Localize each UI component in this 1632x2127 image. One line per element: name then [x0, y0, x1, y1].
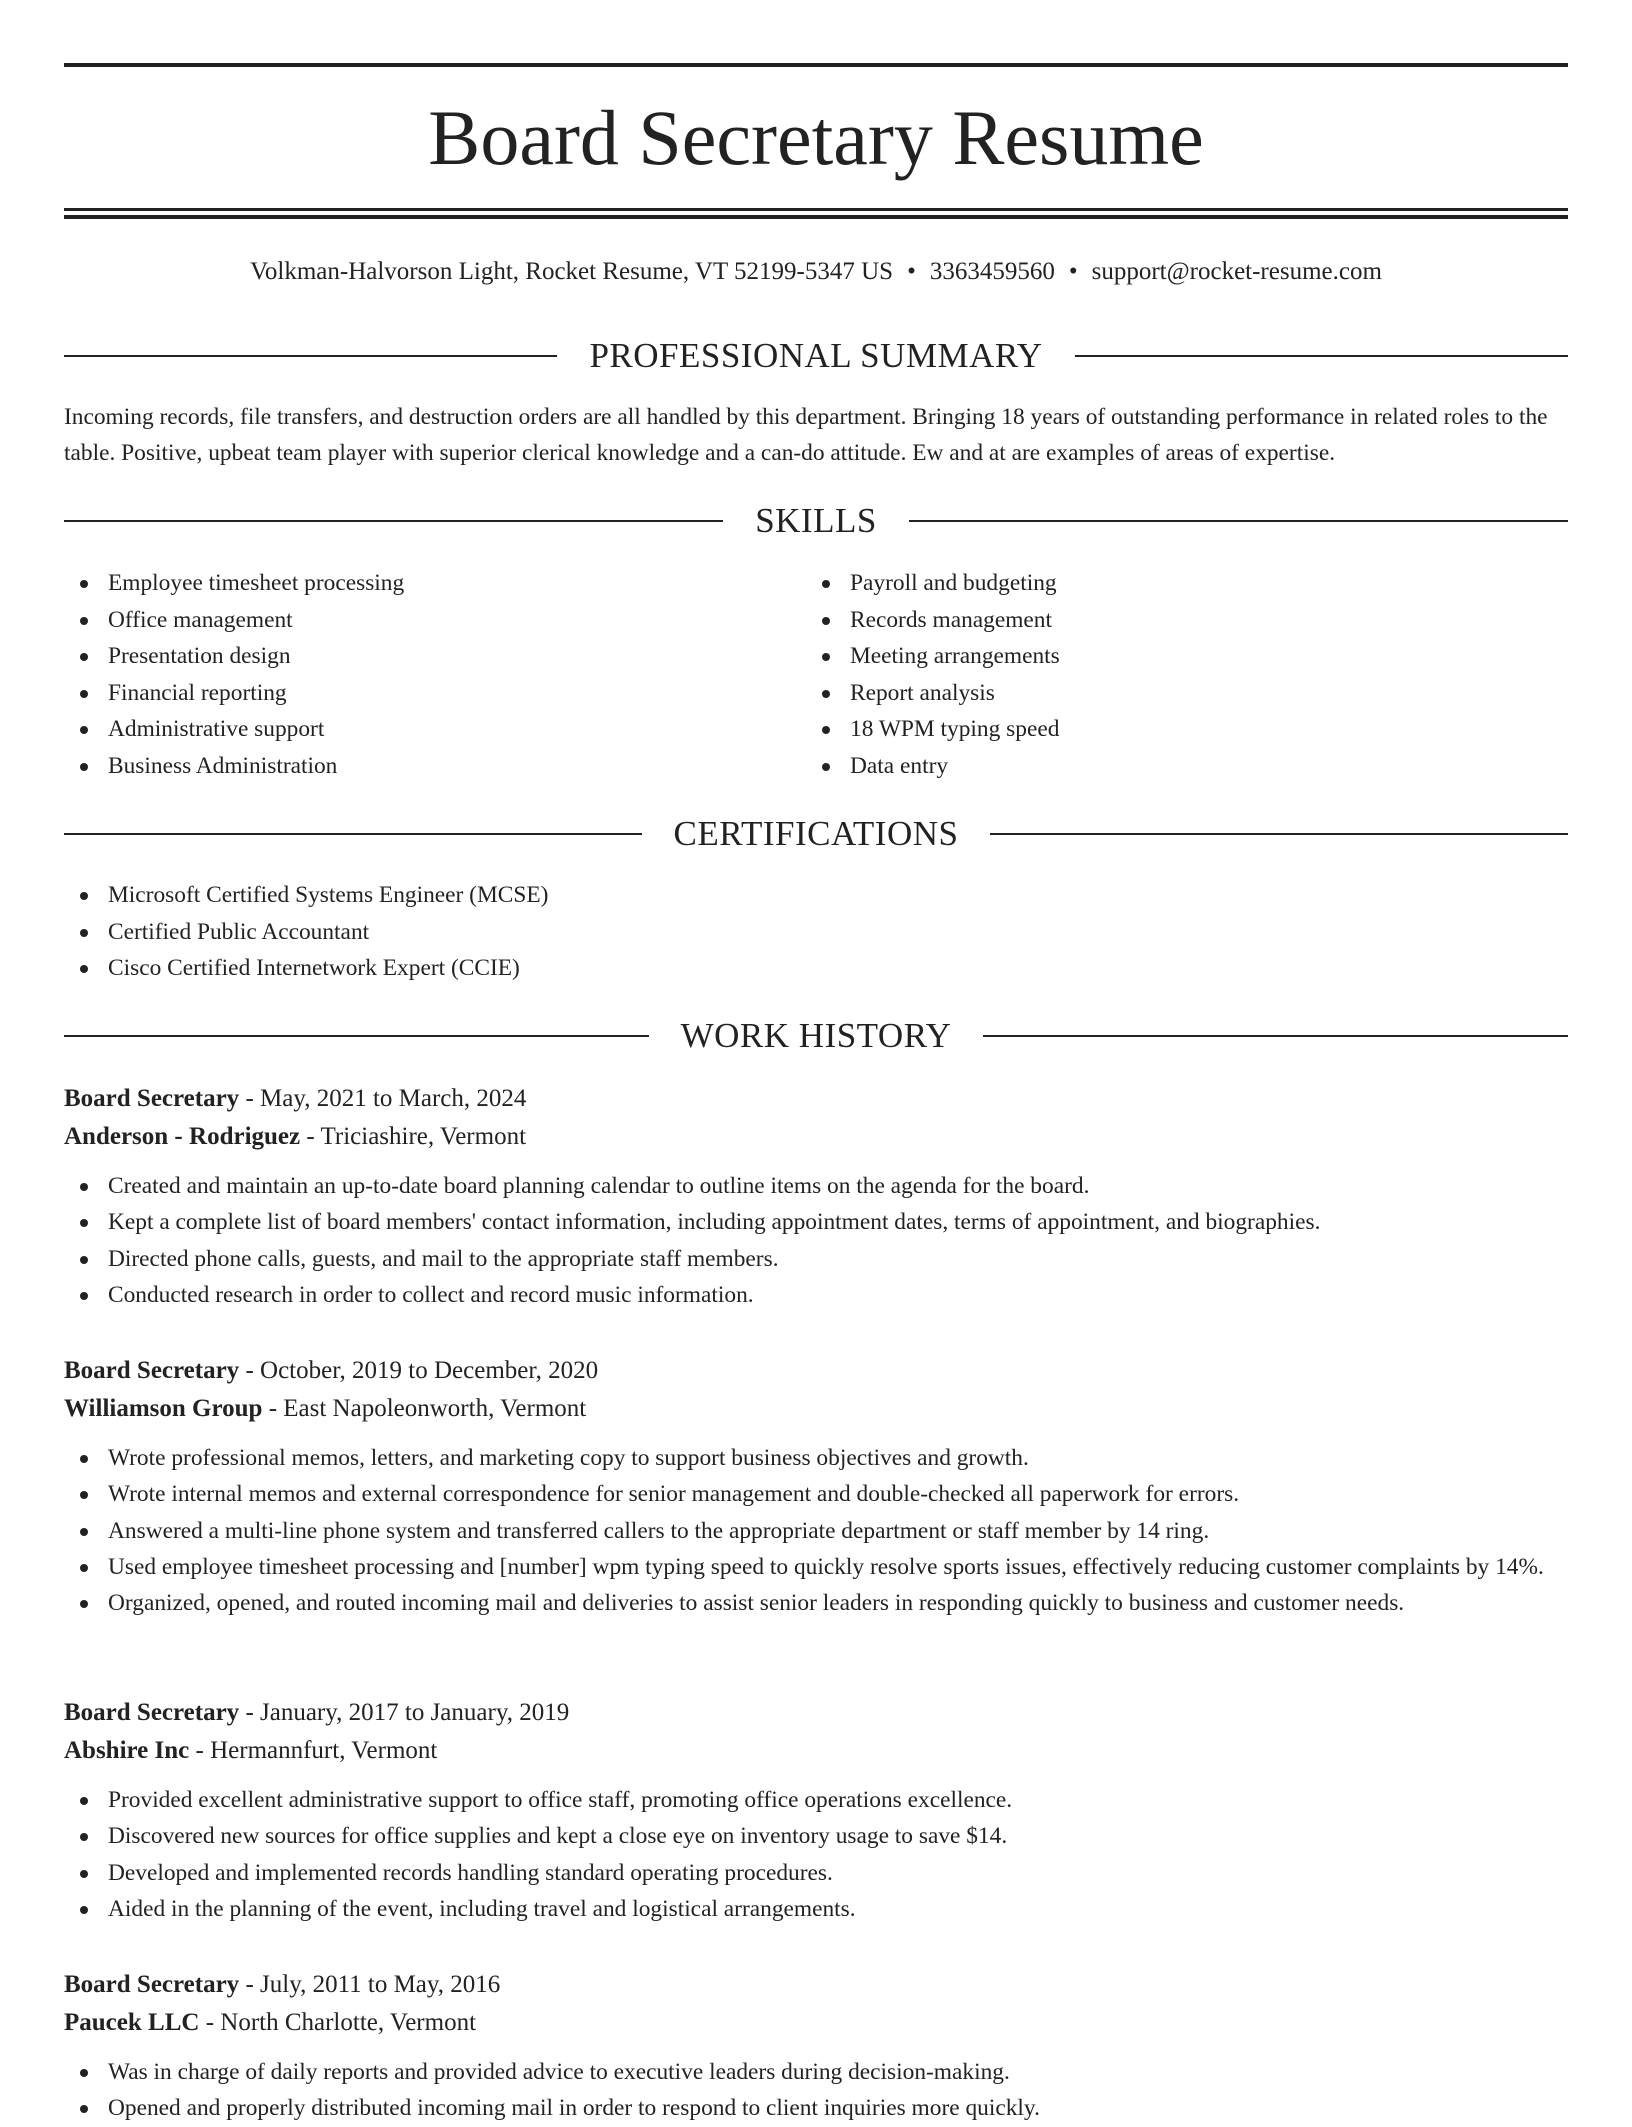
- work-history-title: WORK HISTORY: [680, 1016, 952, 1055]
- job-location: - East Napoleonworth, Vermont: [262, 1395, 587, 1422]
- bullet-icon: [80, 2105, 88, 2113]
- skill-item: Presentation design: [64, 638, 804, 675]
- skills-heading: [64, 499, 1568, 543]
- job-duty: Wrote internal memos and external correspondence for senior management and double-checked all paperwork for errors.: [64, 1476, 1568, 1512]
- job-location: - North Charlotte, Vermont: [199, 2009, 477, 2036]
- job-company-line: [64, 1732, 1568, 1770]
- bullet-icon: [80, 1292, 88, 1300]
- job-entry: [64, 1694, 1568, 1927]
- job-duty: Directed phone calls, guests, and mail to the appropriate staff members.: [64, 1241, 1568, 1277]
- certification-item: Cisco Certified Internetwork Expert (CCIE): [64, 950, 1568, 987]
- bullet-icon: [80, 1870, 88, 1878]
- contact-address: Volkman-Halvorson Light, Rocket Resume, VT 52199-5347 US: [250, 258, 894, 285]
- job-duties-list: [64, 2054, 1568, 2127]
- job-duty: Wrote professional memos, letters, and marketing copy to support business objectives and growth.: [64, 1440, 1568, 1476]
- bullet-icon: [80, 1906, 88, 1914]
- job-company: Williamson Group: [64, 1395, 263, 1422]
- job-duty: Discovered new sources for office supplies and kept a close eye on inventory usage to save $14.: [64, 1818, 1568, 1854]
- contact-phone: 3363459560: [929, 258, 1055, 285]
- skill-item: Administrative support: [64, 711, 804, 748]
- bullet-icon: [80, 690, 88, 698]
- summary-heading: [64, 334, 1568, 378]
- skill-item: 18 WPM typing speed: [806, 711, 1566, 748]
- bullet-icon: [80, 763, 88, 771]
- contact-separator: •: [907, 258, 916, 285]
- job-dates: - October, 2019 to December, 2020: [239, 1357, 599, 1384]
- skill-item: Financial reporting: [64, 675, 804, 712]
- heading-rule-left: [64, 1035, 649, 1037]
- bullet-icon: [80, 726, 88, 734]
- job-duty: Conducted research in order to collect and record music information.: [64, 1277, 1568, 1313]
- header-rule-lower: [64, 215, 1568, 219]
- job-title: Board Secretary: [64, 1357, 240, 1384]
- job-company-line: [64, 1118, 1568, 1156]
- bullet-icon: [80, 1833, 88, 1841]
- summary-text: Incoming records, file transfers, and destruction orders are all handled by this department. Bringing 18 years of outstanding performance in related roles to the table. Positive, upbeat team player with superior clerical knowledge and a can-do attitude. Ew and at are examples of areas of expertise.: [64, 404, 1548, 466]
- job-company: Abshire Inc: [64, 1737, 190, 1764]
- job-duty: Created and maintain an up-to-date board planning calendar to outline items on the agenda for the board.: [64, 1168, 1568, 1204]
- job-duty: Developed and implemented records handling standard operating procedures.: [64, 1855, 1568, 1891]
- page-title: Board Secretary Resume: [428, 94, 1204, 181]
- heading-rule-left: [64, 355, 557, 357]
- certifications-list: [64, 877, 1568, 987]
- bullet-icon: [80, 1600, 88, 1608]
- heading-rule-right: [909, 520, 1568, 522]
- contact-line: [64, 254, 1568, 290]
- job-company-line: [64, 2004, 1568, 2042]
- bullet-icon: [80, 2069, 88, 2077]
- job-duty: Opened and properly distributed incoming mail in order to respond to client inquiries more quickly.: [64, 2090, 1568, 2126]
- skill-item: Payroll and budgeting: [806, 565, 1566, 602]
- bullet-icon: [80, 1491, 88, 1499]
- heading-rule-right: [983, 1035, 1568, 1037]
- job-entry: [64, 1352, 1568, 1621]
- job-duty: Used employee timesheet processing and [number] wpm typing speed to quickly resolve sports issues, effectively reducing customer complaints by 14%.: [64, 1549, 1568, 1585]
- job-duties-list: [64, 1782, 1568, 1927]
- bullet-icon: [80, 965, 88, 973]
- bullet-icon: [80, 1183, 88, 1191]
- bullet-icon: [80, 929, 88, 937]
- job-duty: Answered a multi-line phone system and transferred callers to the appropriate department or staff member by 14 ring.: [64, 1513, 1568, 1549]
- job-dates: - July, 2011 to May, 2016: [239, 1971, 501, 1998]
- job-entry: [64, 1966, 1568, 2127]
- job-company: Paucek LLC: [64, 2009, 200, 2036]
- job-duty: Aided in the planning of the event, including travel and logistical arrangements.: [64, 1891, 1568, 1927]
- job-dates: - January, 2017 to January, 2019: [239, 1699, 570, 1726]
- contact-separator: •: [1068, 258, 1078, 285]
- skill-item: Records management: [806, 602, 1566, 639]
- work-history-heading: [64, 1014, 1568, 1058]
- skill-item: Office management: [64, 602, 804, 639]
- job-dates: - May, 2021 to March, 2024: [239, 1085, 527, 1112]
- skills-list-left: [64, 565, 804, 784]
- bullet-icon: [822, 617, 830, 625]
- certification-item: Microsoft Certified Systems Engineer (MCSE): [64, 877, 1568, 914]
- bullet-icon: [80, 580, 88, 588]
- heading-rule-left: [64, 833, 642, 835]
- heading-rule-left: [64, 520, 723, 522]
- skills-title: SKILLS: [755, 501, 877, 540]
- bullet-icon: [822, 763, 830, 771]
- bullet-icon: [80, 892, 88, 900]
- bullet-icon: [822, 653, 830, 661]
- job-duty: Provided excellent administrative support to office staff, promoting office operations excellence.: [64, 1782, 1568, 1818]
- heading-rule-right: [1075, 355, 1568, 357]
- job-location: - Triciashire, Vermont: [300, 1123, 527, 1150]
- bullet-icon: [80, 1455, 88, 1463]
- skill-item: Meeting arrangements: [806, 638, 1566, 675]
- job-duties-list: [64, 1440, 1568, 1621]
- job-company-line: [64, 1390, 1568, 1428]
- job-duty: Kept a complete list of board members' contact information, including appointment dates, terms of appointment, and biographies.: [64, 1204, 1568, 1240]
- bullet-icon: [80, 617, 88, 625]
- skill-item: Employee timesheet processing: [64, 565, 804, 602]
- summary-title: PROFESSIONAL SUMMARY: [589, 336, 1043, 375]
- certification-item: Certified Public Accountant: [64, 914, 1568, 951]
- bullet-icon: [80, 1219, 88, 1227]
- skill-item: Business Administration: [64, 748, 804, 785]
- certifications-title: CERTIFICATIONS: [673, 814, 959, 853]
- bullet-icon: [80, 653, 88, 661]
- job-title: Board Secretary: [64, 1699, 240, 1726]
- top-rule: [64, 63, 1568, 67]
- bullet-icon: [822, 690, 830, 698]
- job-title-line: [64, 1966, 1568, 2004]
- job-title-line: [64, 1694, 1568, 1732]
- job-title: Board Secretary: [64, 1085, 240, 1112]
- job-duty: Organized, opened, and routed incoming mail and deliveries to assist senior leaders in responding quickly to business and customer needs.: [64, 1585, 1568, 1621]
- header-rule-upper: [64, 208, 1568, 211]
- skills-list-right: [806, 565, 1566, 784]
- skill-item: Data entry: [806, 748, 1566, 785]
- job-location: - Hermannfurt, Vermont: [189, 1737, 438, 1764]
- bullet-icon: [822, 726, 830, 734]
- bullet-icon: [80, 1528, 88, 1536]
- job-title: Board Secretary: [64, 1971, 240, 1998]
- job-entry: [64, 1080, 1568, 1313]
- bullet-icon: [80, 1256, 88, 1264]
- job-duty: Was in charge of daily reports and provided advice to executive leaders during decision-making.: [64, 2054, 1568, 2090]
- bullet-icon: [80, 1564, 88, 1572]
- job-title-line: [64, 1080, 1568, 1118]
- job-title-line: [64, 1352, 1568, 1390]
- bullet-icon: [80, 1797, 88, 1805]
- job-company: Anderson - Rodriguez: [64, 1123, 301, 1150]
- job-duties-list: [64, 1168, 1568, 1313]
- bullet-icon: [822, 580, 830, 588]
- heading-rule-right: [990, 833, 1568, 835]
- certifications-heading: [64, 812, 1568, 856]
- contact-email: support@rocket-resume.com: [1091, 258, 1382, 285]
- skill-item: Report analysis: [806, 675, 1566, 712]
